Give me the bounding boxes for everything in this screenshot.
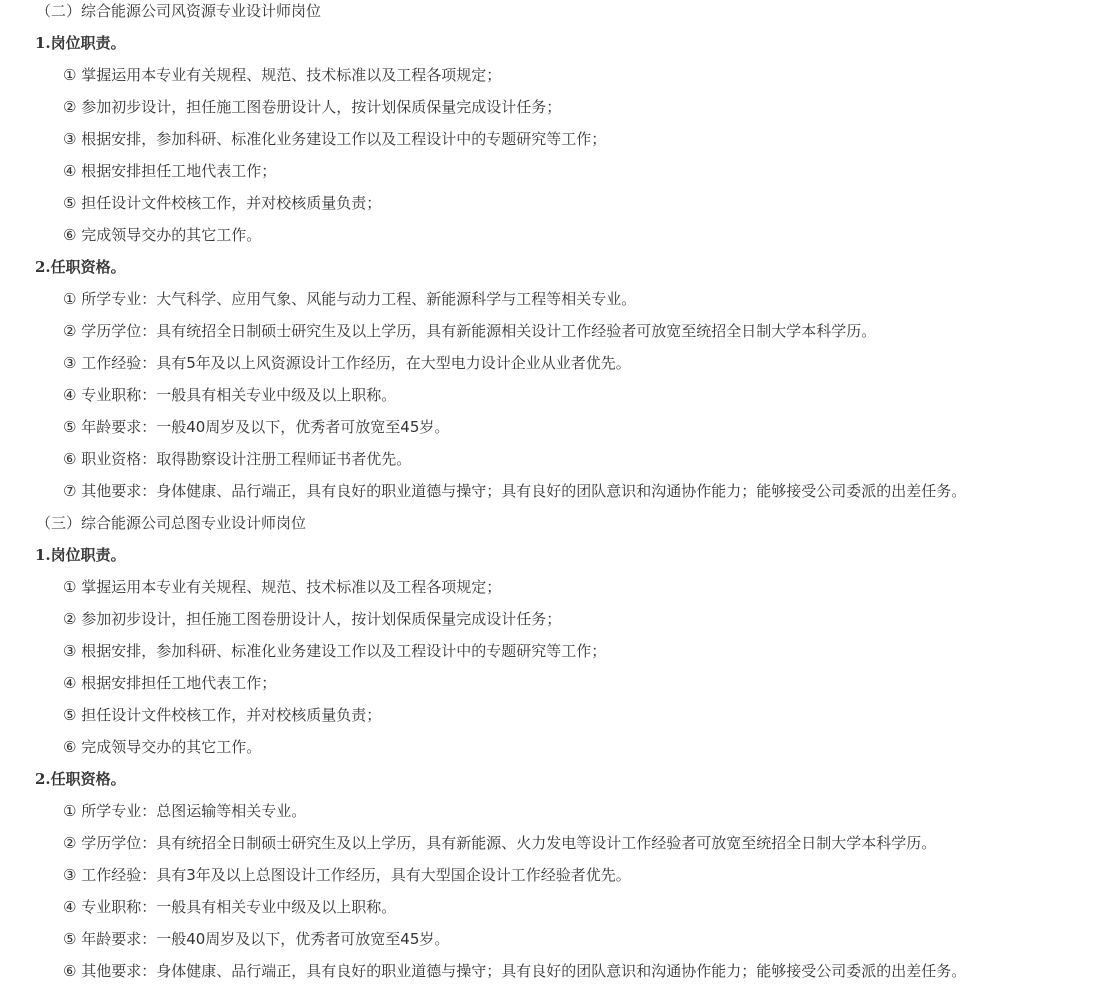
duty-item: ③ 根据安排，参加科研、标准化业务建设工作以及工程设计中的专题研究等工作；	[63, 130, 607, 148]
duties-heading: 1.岗位职责。	[35, 34, 126, 52]
duty-item: ⑤ 担任设计文件校核工作，并对校核质量负责；	[63, 706, 382, 724]
qualification-item: ② 学历学位：具有统招全日制硕士研究生及以上学历，具有新能源、火力发电等设计工作经验者可放宽至统招全日制大学本科学历。	[63, 834, 937, 852]
duty-item: ③ 根据安排，参加科研、标准化业务建设工作以及工程设计中的专题研究等工作；	[63, 642, 607, 660]
qualification-item: ⑤ 年龄要求：一般40周岁及以下，优秀者可放宽至45岁。	[63, 418, 450, 436]
qualification-item: ④ 专业职称：一般具有相关专业中级及以上职称。	[63, 898, 397, 916]
duty-item: ② 参加初步设计，担任施工图卷册设计人，按计划保质保量完成设计任务；	[63, 98, 562, 116]
qualification-item: ④ 专业职称：一般具有相关专业中级及以上职称。	[63, 386, 397, 404]
duty-item: ① 掌握运用本专业有关规程、规范、技术标准以及工程各项规定；	[63, 578, 502, 596]
duty-item: ① 掌握运用本专业有关规程、规范、技术标准以及工程各项规定；	[63, 66, 502, 84]
qualification-item: ③ 工作经验：具有5年及以上风资源设计工作经历，在大型电力设计企业从业者优先。	[63, 354, 631, 372]
qualification-item: ⑦ 其他要求：身体健康、品行端正，具有良好的职业道德与操守；具有良好的团队意识和沟通协作能力；能够接受公司委派的出差任务。	[63, 482, 967, 500]
qualifications-heading: 2.任职资格。	[35, 770, 126, 788]
qualification-item: ③ 工作经验：具有3年及以上总图设计工作经历，具有大型国企设计工作经验者优先。	[63, 866, 631, 884]
qualification-item: ① 所学专业：总图运输等相关专业。	[63, 802, 307, 820]
duty-item: ⑤ 担任设计文件校核工作，并对校核质量负责；	[63, 194, 382, 212]
duty-item: ⑥ 完成领导交办的其它工作。	[63, 738, 262, 756]
qualification-item: ⑥ 其他要求：身体健康、品行端正，具有良好的职业道德与操守；具有良好的团队意识和沟通协作能力；能够接受公司委派的出差任务。	[63, 962, 967, 980]
qualification-item: ⑤ 年龄要求：一般40周岁及以下，优秀者可放宽至45岁。	[63, 930, 450, 948]
duty-item: ④ 根据安排担任工地代表工作；	[63, 162, 277, 180]
duties-heading: 1.岗位职责。	[35, 546, 126, 564]
section-title: （三）综合能源公司总图专业设计师岗位	[36, 514, 307, 532]
duty-item: ⑥ 完成领导交办的其它工作。	[63, 226, 262, 244]
duty-item: ④ 根据安排担任工地代表工作；	[63, 674, 277, 692]
qualification-item: ② 学历学位：具有统招全日制硕士研究生及以上学历，具有新能源相关设计工作经验者可放宽至统招全日制大学本科学历。	[63, 322, 877, 340]
qualification-item: ① 所学专业：大气科学、应用气象、风能与动力工程、新能源科学与工程等相关专业。	[63, 290, 637, 308]
qualification-item: ⑥ 职业资格：取得勘察设计注册工程师证书者优先。	[63, 450, 412, 468]
duty-item: ② 参加初步设计，担任施工图卷册设计人，按计划保质保量完成设计任务；	[63, 610, 562, 628]
section-title: （二）综合能源公司风资源专业设计师岗位	[36, 2, 322, 20]
qualifications-heading: 2.任职资格。	[35, 258, 126, 276]
